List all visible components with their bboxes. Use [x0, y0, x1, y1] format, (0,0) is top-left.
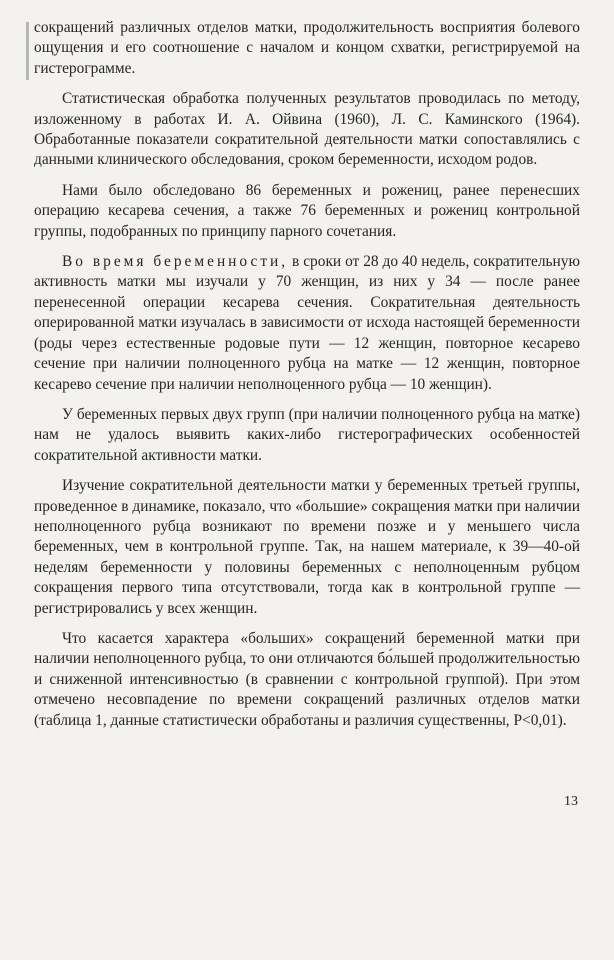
spaced-emphasis: Во время беременности, — [62, 253, 289, 271]
page-number: 13 — [564, 794, 578, 809]
body-text — [34, 18, 580, 731]
paragraph-4 — [34, 252, 580, 395]
paragraph-2: Статистическая обработка полученных результатов проводилась по методу, изложенному в работах И. А. Ойвина (1960), Л. С. Каминского (1964). Обработанные показатели сократительной деятельности матки сопоставлялись с данными клинического обследования, сроком беременности, исходом родов. — [34, 90, 580, 169]
paragraph-6: Изучение сократительной деятельности матки у беременных третьей группы, проведенное в динамике, показало, что «большие» сокращения матки при наличии неполноценного рубца возникают по времени позже и у меньшего числа беременных, чем в контрольной группе. Так, на нашем материале, к 39—40-ой неделям беременности у половины беременных с неполноценным рубцом сокращения первого типа отсутствовали, тогда как в контрольной группе — регистрировались у всех женщин. — [34, 477, 580, 617]
paragraph-1: сокращений различных отделов матки, продолжительность восприятия болевого ощущения и его соотношение с началом и концом схватки, регистрируемой на гистерограмме. — [34, 19, 580, 77]
paragraph-4-text: в сроки от 28 до 40 недель, сократительную активность матки мы изучали у 70 женщин, из них у 34 — после ранее перенесенной операции кесарева сечения. Сократительная деятельность оперированной матки изучалась в зависимости от исхода настоящей беременности (роды через естественные родовые пути — 12 женщин, повторное кесарево сечение при наличии полноценного рубца на матке — 12 женщин, повторное кесарево сечение при наличии неполноценного рубца — 10 женщин). — [34, 253, 580, 393]
paragraph-5: У беременных первых двух групп (при наличии полноценного рубца на матке) нам не удалось выявить каких-либо гистерографических особенностей сократительной активности матки. — [34, 405, 580, 464]
paragraph-7: Что касается характера «больших» сокращений беременной матки при наличии неполноценного рубца, то они отличаются бо́льшей продолжительностью и сниженной интенсивностью (в сравнении с контрольной группой). При этом отмечено несовпадение по времени сокращений различных отделов матки (таблица 1, данные статистически обработаны и различия существенны, Р<0,01). — [34, 629, 580, 729]
binding-edge-mark — [26, 22, 29, 80]
paragraph-3: Нами было обследовано 86 беременных и рожениц, ранее перенесших операцию кесарева сечения, а также 76 беременных и рожениц контрольной группы, подобранных по принципу парного сочетания. — [34, 181, 580, 240]
